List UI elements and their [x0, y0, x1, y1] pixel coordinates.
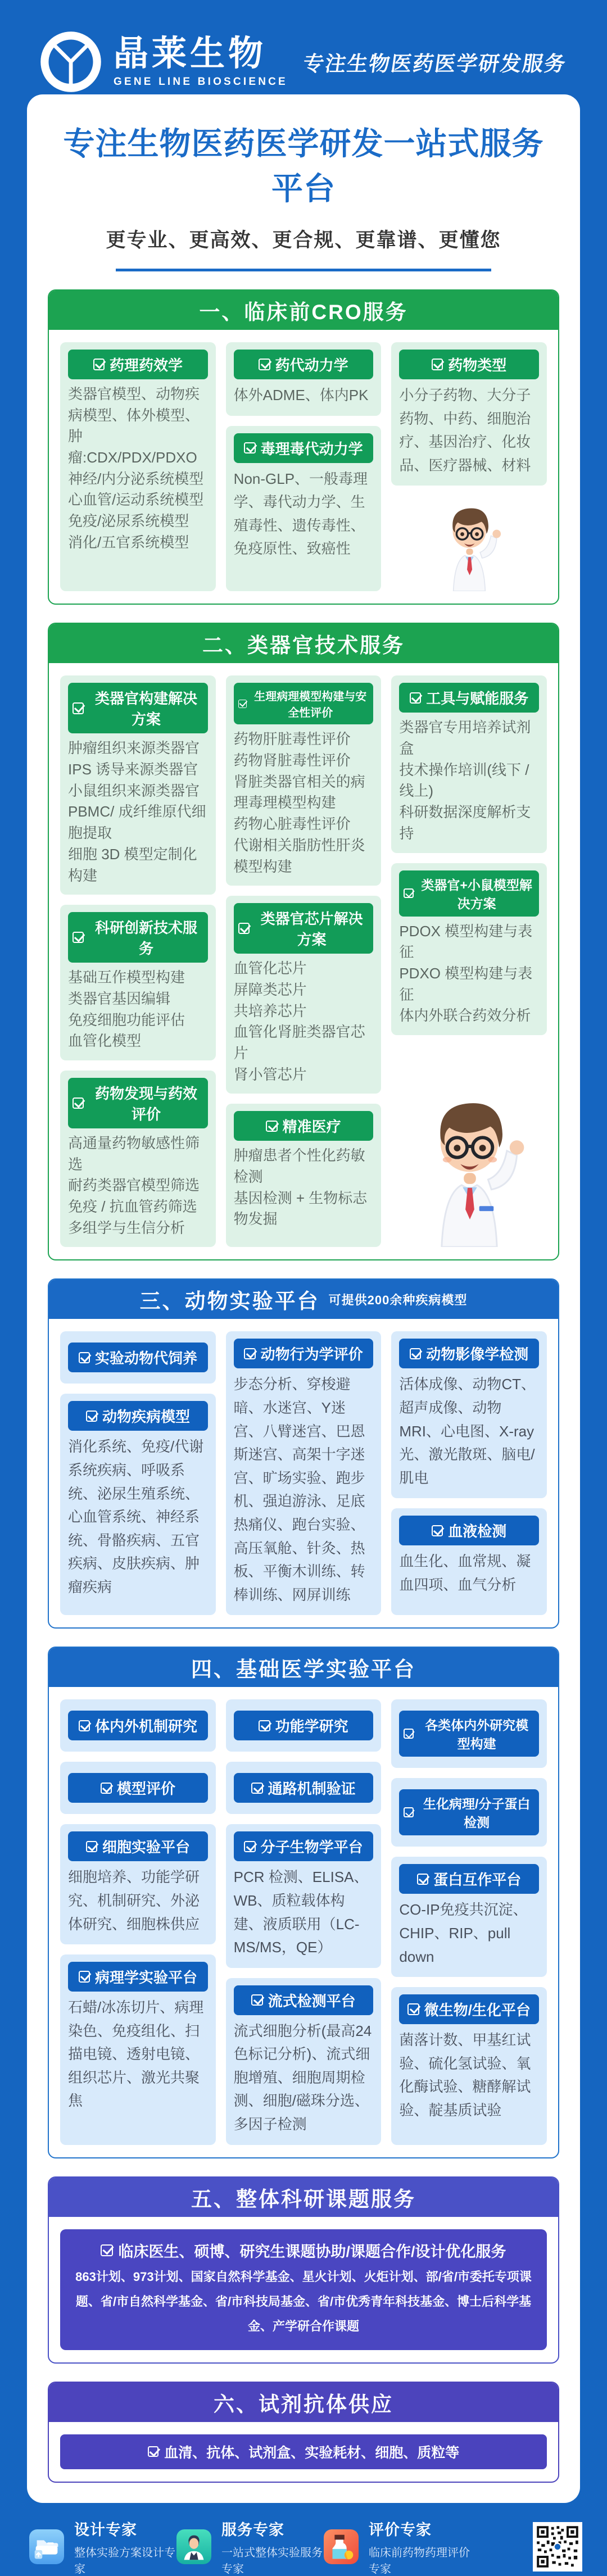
list-item: 多组学与生信分析 [68, 1219, 185, 1236]
list-item: 类器官专用培养试剂盒 [399, 719, 531, 758]
section-title: 一、临床前CRO服务 [49, 291, 558, 330]
expert-title: 设计专家 [74, 2521, 137, 2538]
card-title-pill: 类器官+小鼠模型解决方案 [399, 870, 539, 917]
card-innovation [60, 905, 216, 1060]
card-title-pill: 药理药效学 [68, 350, 208, 379]
expert-desc: 整体实验方案设计专家 [74, 2546, 175, 2575]
list-item: 肿瘤组织来源类器官 [68, 740, 200, 757]
card-title-pill: 微生物/生化平台 [399, 1994, 539, 2024]
card-body-text: 活体成像、动物CT、超声成像、动物MRI、心电图、X-ray光、激光散斑、脑电/肌电 [399, 1376, 536, 1486]
brand [39, 30, 288, 93]
section-reagent-supply [48, 2382, 559, 2483]
service-avatar-icon [176, 2529, 211, 2564]
section-research-projects [48, 2176, 559, 2364]
card-imaging [391, 1331, 547, 1498]
card-title-pill: 各类体内外研究模型构建 [399, 1711, 539, 1757]
qr-code [533, 2522, 582, 2572]
card-body-text: PCR 检测、ELISA、WB、质粒载体构建、液质联用（LC-MS/MS，QE） [233, 1868, 369, 1956]
card-title-pill: 药代动力学 [234, 350, 374, 379]
list-item: 共培养芯片 [233, 1002, 307, 1019]
card-body-text: 石蜡/冰冻切片、病理染色、免疫组化、扫描电镜、透射电镜、组织芯片、激光共聚焦 [68, 1999, 204, 2110]
checkbox-icon [148, 2446, 159, 2457]
company-logo-icon [39, 30, 102, 93]
card-drug-discovery [60, 1071, 216, 1247]
checkbox-icon [251, 1994, 262, 2006]
list-item: 免疫/泌尿系统模型 [68, 513, 189, 530]
card-body-text: 菌落计数、甲基红试验、硫化氢试验、氧化酶试验、糖酵解试验、靛基质试验 [399, 2031, 531, 2119]
card-item-list [68, 967, 208, 1052]
list-item: 免疫细胞功能评估 [68, 1011, 185, 1028]
card-title-pill: 细胞实验平台 [68, 1831, 208, 1861]
checkbox-icon [73, 1097, 84, 1109]
expert-service [176, 2518, 324, 2576]
section-title: 三、动物实验平台 可提供200余种疾病模型 [49, 1280, 558, 1319]
checkbox-icon [404, 1807, 414, 1817]
research-headline: 临床医生、硕博、研究生课题协助/课题合作/设计优化服务 [74, 2239, 533, 2261]
list-item: 技术操作培训(线下 / 线上) [399, 761, 529, 800]
card-precision-medicine [226, 1104, 382, 1247]
card-pathway-validation [226, 1762, 382, 1814]
card-body-text: 细胞培养、功能学研究、机制研究、外泌体研究、细胞株供应 [68, 1868, 200, 1933]
card-title-pill: 病理学实验平台 [68, 1962, 208, 1992]
list-item: PDXO 模型构建与表征 [399, 964, 533, 1003]
list-item: 肾脏类器官相关的病理毒理模型构建 [233, 773, 365, 811]
card-tools-services [391, 675, 547, 852]
card-title-pill: 蛋白互作平台 [399, 1864, 539, 1894]
checkbox-icon [410, 1348, 421, 1359]
card-molecular-platform [226, 1824, 382, 1967]
card-organoid-build [60, 675, 216, 895]
card-title-pill: 模型评价 [68, 1773, 208, 1803]
card-body-text: 流式细胞分析(最高24色标记分析)、流式细胞增殖、细胞周期检测、细胞/磁珠分选、多因子检测 [233, 2022, 372, 2133]
card-blood-test [391, 1508, 547, 1615]
card-toxicology [226, 426, 382, 592]
card-title-pill: 动物行为学评价 [234, 1339, 374, 1368]
card-body-text: 小分子药物、大分子药物、中药、细胞治疗、基因治疗、化妆品、医疗器械、材料 [399, 387, 531, 474]
page-footer [0, 2503, 607, 2576]
list-item: 基因检测 + 生物标志物发掘 [233, 1189, 368, 1228]
checkbox-icon [407, 2003, 419, 2015]
checkbox-icon [244, 1841, 255, 1852]
list-item: 科研数据深度解析支持 [399, 804, 531, 842]
header-tagline: 专注生物医药医学研发服务 [301, 52, 568, 75]
evaluation-bottle-icon [324, 2529, 359, 2564]
page-subtitle: 更专业、更高效、更合规、更靠谱、更懂您 [106, 229, 501, 251]
card-pharmacology [60, 342, 216, 591]
list-item: 小鼠组织来源类器官 [68, 782, 200, 799]
card-item-list [399, 717, 539, 844]
section-title: 五、整体科研课题服务 [49, 2178, 558, 2217]
card-title-pill: 实验动物代饲养 [68, 1343, 208, 1372]
list-item: 类器官模型、动物疾病模型、体外模型、 [68, 386, 200, 424]
card-animal-feeding [60, 1331, 216, 1384]
list-item: 屏障类芯片 [233, 981, 307, 998]
section-title: 二、类器官技术服务 [49, 624, 558, 663]
list-item: 肾小管芯片 [233, 1065, 307, 1083]
card-title-pill: 动物疾病模型 [68, 1401, 208, 1431]
card-body-text: 消化系统、免疫/代谢系统疾病、呼吸系统、泌尿生殖系统、心血管系统、神经系统、骨骼疾病、五官疾病、皮肤疾病、肿瘤疾病 [68, 1438, 204, 1595]
card-item-list [68, 1133, 208, 1239]
checkbox-icon [86, 1411, 97, 1422]
card-title-pill: 生理病理模型构建与安全性评价 [234, 683, 374, 724]
list-item: PDOX 模型构建与表征 [399, 922, 533, 961]
list-item: PBMC/ 成纤维原代细胞提取 [68, 803, 206, 842]
checkbox-icon [410, 692, 421, 704]
card-title-pill: 精准医疗 [234, 1111, 374, 1141]
page-header [0, 0, 607, 94]
card-behavior [226, 1331, 382, 1615]
card-pathology-platform [60, 1954, 216, 2145]
checkbox-icon [432, 1525, 443, 1536]
checkbox-icon [93, 359, 105, 370]
expert-title: 服务专家 [221, 2521, 284, 2538]
card-organoid-chips [226, 896, 382, 1094]
card-title-pill: 类器官芯片解决方案 [234, 903, 374, 954]
card-body-text: CO-IP免疫共沉淀、CHIP、RIP、pull down [399, 1901, 528, 1965]
card-body-text: 血生化、血常规、凝血四项、血气分析 [399, 1553, 531, 1593]
brand-name: 晶莱生物 [114, 34, 267, 74]
card-functional-research [226, 1699, 382, 1752]
doctor-illustration-large [391, 1045, 547, 1247]
checkbox-icon [432, 359, 443, 370]
list-item: 神经/内分泌系统模型 [68, 470, 204, 487]
checkbox-icon [266, 1121, 277, 1132]
checkbox-icon [101, 2244, 112, 2256]
research-body-text: 863计划、973计划、国家自然科学基金、星火计划、火炬计划、部/省/市委托专项课题、省/市自然科学基金、省/市科技局基金、省/市优秀青年科技基金、博士后科学基金、产学研合作课题 [75, 2269, 532, 2333]
card-patho-models [226, 675, 382, 886]
checkbox-icon [79, 1720, 90, 1731]
checkbox-icon [101, 1783, 112, 1794]
card-disease-models [60, 1394, 216, 1615]
design-folder-icon [29, 2529, 64, 2564]
card-title-pill: 药物类型 [399, 350, 539, 379]
section-badge: 可提供200余种疾病模型 [328, 1292, 468, 1307]
list-item: 耐药类器官模型筛选 [68, 1177, 200, 1194]
card-body-text: 步态分析、穿梭避暗、水迷宫、Y迷宫、八臂迷宫、巴恩斯迷宫、高架十字迷宫、旷场实验、跑步机、强迫游泳、足底热痛仪、跑台实验、高压氧舱、针灸、热板、平衡木训练、转棒训练、网屏训练 [233, 1376, 365, 1603]
card-title-pill: 功能学研究 [234, 1711, 374, 1740]
checkbox-icon [404, 888, 414, 899]
checkbox-icon [244, 1348, 255, 1359]
checkbox-icon [238, 923, 250, 934]
checkbox-icon [73, 932, 84, 943]
card-title-pill: 通路机制验证 [234, 1773, 374, 1803]
list-item: 消化/五官系统模型 [68, 533, 189, 551]
expert-evaluation [324, 2518, 471, 2576]
checkbox-icon [251, 1783, 262, 1794]
title-underline [116, 269, 491, 271]
card-drug-types [391, 342, 547, 486]
expert-desc: 一站式整体实验服务专家 [221, 2546, 323, 2575]
expert-design [29, 2518, 176, 2576]
checkbox-icon [86, 1841, 97, 1852]
card-body-text: Non-GLP、一般毒理学、毒代动力学、生殖毒性、遗传毒性、免疫原性、致癌性 [233, 470, 368, 557]
list-item: 高通量药物敏感性筛选 [68, 1134, 200, 1173]
expert-desc: 临床前药物药理评价专家 [369, 2546, 470, 2575]
list-item: 免疫 / 抗血管药筛选 [68, 1198, 197, 1215]
card-mechanism-research [60, 1699, 216, 1752]
section-preclinical-cro [48, 289, 559, 605]
list-item: IPS 诱导来源类器官 [68, 761, 198, 778]
card-flow-platform [226, 1978, 382, 2145]
doctor-illustration-small [391, 496, 547, 591]
section-animal-platform [48, 1278, 559, 1629]
card-protein-platform [391, 1857, 547, 1977]
list-item: 心血管/运动系统模型 [68, 491, 204, 509]
card-microbiology-platform [391, 1987, 547, 2145]
list-item: 肿瘤患者个性化药敏检测 [233, 1147, 365, 1185]
card-invivo-models [391, 1699, 547, 1768]
checkbox-icon [73, 702, 84, 714]
list-item: 血管化肾脏类器官芯片 [233, 1023, 365, 1062]
card-item-list [68, 738, 208, 886]
list-item: 肿瘤:CDX/PDX/PDXO [68, 428, 197, 466]
list-item: 基础互作模型构建 [68, 969, 185, 986]
card-title-pill: 血液检测 [399, 1516, 539, 1545]
card-title-pill: 工具与赋能服务 [399, 683, 539, 713]
card-title-pill: 科研创新技术服务 [68, 912, 208, 963]
section-title: 六、试剂抗体供应 [49, 2383, 558, 2422]
card-title-pill: 体内外机制研究 [68, 1711, 208, 1740]
card-title-pill: 生化病理/分子蛋白检测 [399, 1789, 539, 1835]
list-item: 血管化芯片 [233, 960, 307, 977]
checkbox-icon [259, 359, 270, 370]
card-item-list [399, 921, 539, 1027]
page-title: 专注生物医药医学研发一站式服务平台 [63, 126, 544, 206]
list-item: 类器官基因编辑 [68, 990, 171, 1007]
card-model-evaluation [60, 1762, 216, 1814]
card-pk [226, 342, 382, 416]
list-item: 药物心脏毒性评价 [233, 815, 351, 833]
card-organoid-mouse [391, 863, 547, 1035]
card-title-pill: 药物发现与药效评价 [68, 1078, 208, 1128]
checkbox-icon [79, 1971, 90, 1982]
section-title: 四、基础医学实验平台 [49, 1648, 558, 1687]
brand-name-en: GENE LINE BIOSCIENCE [114, 75, 288, 88]
checkbox-icon [404, 1729, 414, 1739]
list-item: 代谢相关脂肪性肝炎模型构建 [233, 836, 365, 875]
card-item-list [234, 958, 374, 1085]
card-item-list [234, 1145, 374, 1230]
card-body-text: 体外ADME、体内PK [233, 387, 369, 403]
checkbox-icon [244, 442, 255, 453]
card-biochem-detection [391, 1778, 547, 1847]
list-item: 细胞 3D 模型定制化构建 [68, 845, 197, 884]
card-title-pill: 动物影像学检测 [399, 1339, 539, 1368]
card-title-pill: 毒理毒代动力学 [234, 433, 374, 463]
card-cell-platform [60, 1824, 216, 1944]
list-item: 药物肝脏毒性评价 [233, 731, 351, 748]
section-basic-medicine [48, 1647, 559, 2158]
card-item-list [68, 384, 208, 554]
section-organoid-services [48, 623, 559, 1260]
checkbox-icon [417, 1874, 428, 1885]
reagent-strip: 血清、抗体、试剂盒、实验耗材、细胞、质粒等 [60, 2434, 547, 2469]
card-title-pill: 分子生物学平台 [234, 1831, 374, 1861]
card-item-list [234, 729, 374, 877]
card-title-pill: 类器官构建解决方案 [68, 683, 208, 733]
card-title-pill: 流式检测平台 [234, 1985, 374, 2015]
expert-title: 评价专家 [369, 2521, 432, 2538]
list-item: 血管化模型 [68, 1032, 142, 1050]
main-content-card [27, 94, 580, 2503]
list-item: 药物肾脏毒性评价 [233, 752, 351, 769]
checkbox-icon [79, 1352, 90, 1363]
checkbox-icon [259, 1720, 270, 1731]
checkbox-icon [238, 700, 247, 709]
research-highlight-box [60, 2229, 547, 2350]
list-item: 体内外联合药效分析 [399, 1007, 531, 1024]
